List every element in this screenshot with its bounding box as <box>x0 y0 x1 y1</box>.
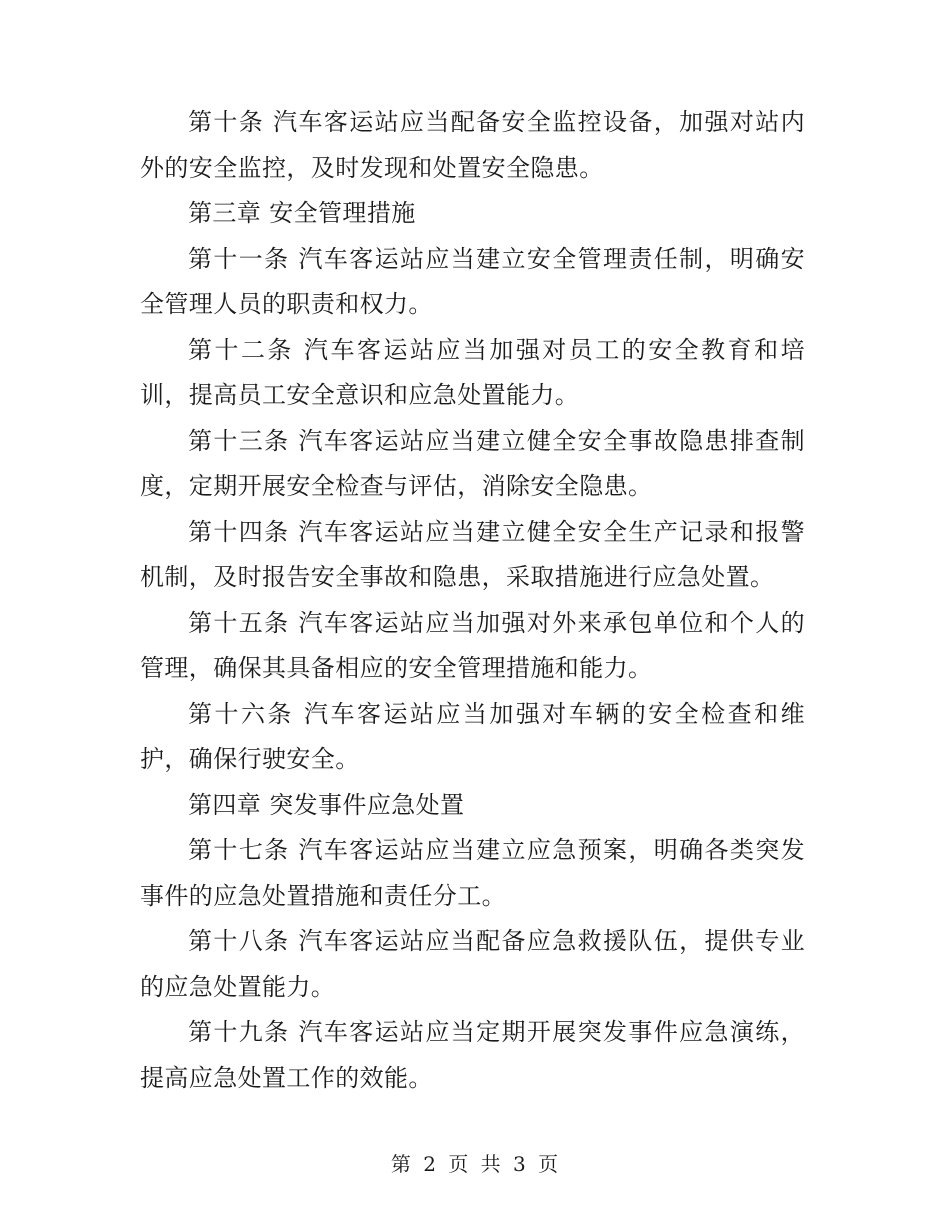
article-17: 第十七条 汽车客运站应当建立应急预案，明确各类突发事件的应急处置措施和责任分工。 <box>140 836 805 910</box>
article-18: 第十八条 汽车客运站应当配备应急救援队伍，提供专业的应急处置能力。 <box>140 927 805 1001</box>
chapter-4-heading: 第四章 突发事件应急处置 <box>188 790 465 819</box>
article-12: 第十二条 汽车客运站应当加强对员工的安全教育和培训，提高员工安全意识和应急处置能力。 <box>140 335 805 409</box>
article-10: 第十条 汽车客运站应当配备安全监控设备，加强对站内外的安全监控，及时发现和处置安全隐患。 <box>140 108 805 182</box>
chapter-3-heading: 第三章 安全管理措施 <box>188 199 416 227</box>
article-13: 第十三条 汽车客运站应当建立健全安全事故隐患排查制度，定期开展安全检查与评估，消除安全隐患。 <box>140 426 805 500</box>
article-16: 第十六条 汽车客运站应当加强对车辆的安全检查和维护，确保行驶安全。 <box>140 699 805 773</box>
article-19: 第十九条 汽车客运站应当定期开展突发事件应急演练，提高应急处置工作的效能。 <box>140 1018 805 1092</box>
article-11: 第十一条 汽车客运站应当建立安全管理责任制，明确安全管理人员的职责和权力。 <box>140 244 805 318</box>
document-body <box>140 100 805 1101</box>
article-14: 第十四条 汽车客运站应当建立健全安全生产记录和报警机制，及时报告安全事故和隐患，采取措施进行应急处置。 <box>140 517 805 591</box>
article-15: 第十五条 汽车客运站应当加强对外来承包单位和个人的管理，确保其具备相应的安全管理措施和能力。 <box>140 608 805 682</box>
page-footer: 第 2 页 共 3 页 <box>390 1152 560 1176</box>
